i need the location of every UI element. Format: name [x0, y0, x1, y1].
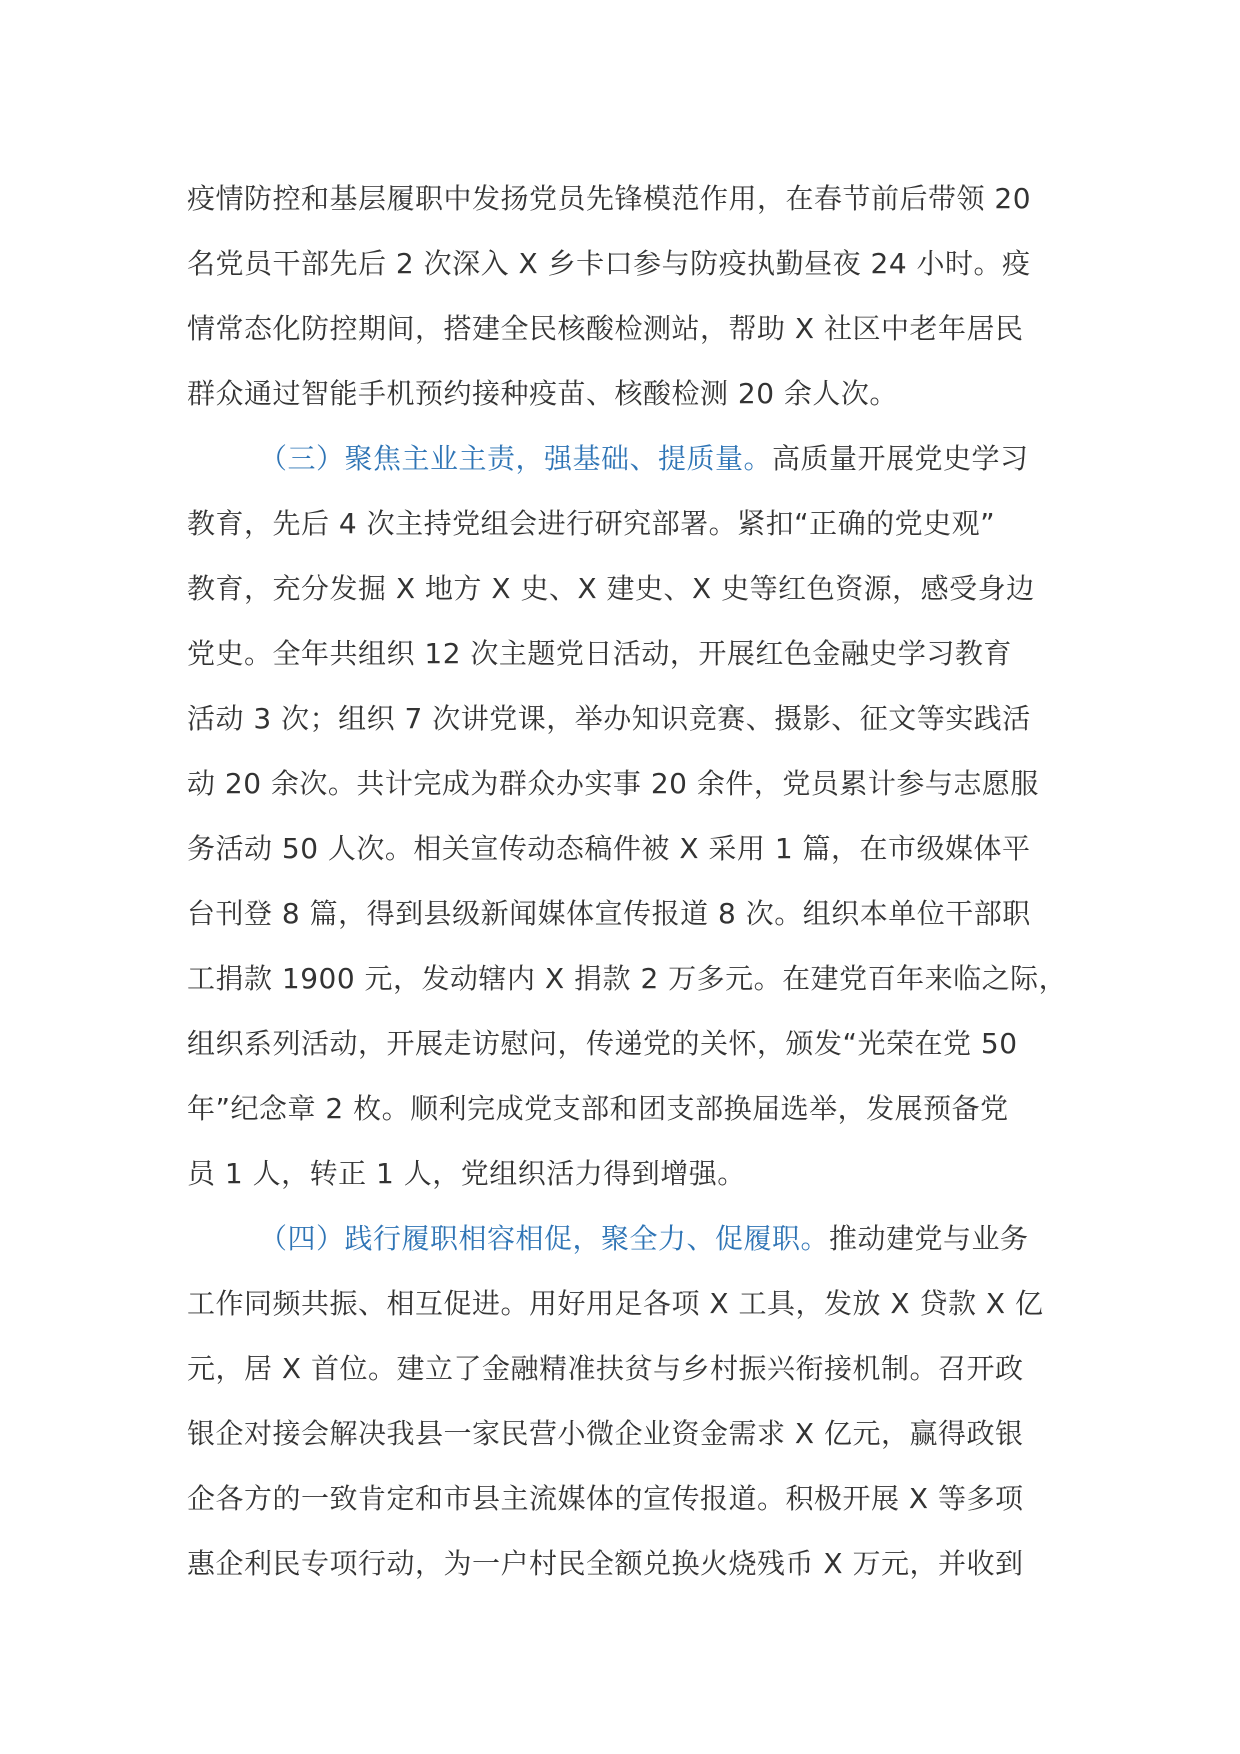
text-line: 务活动 50 人次。相关宣传动态稿件被 X 采用 1 篇，在市级媒体平: [187, 832, 1031, 865]
text-line: 银企对接会解决我县一家民营小微企业资金需求 X 亿元，赢得政银: [187, 1417, 1024, 1450]
text-line: 疫情防控和基层履职中发扬党员先锋模范作用，在春节前后带领 20: [187, 182, 1032, 215]
text-line: 活动 3 次；组织 7 次讲党课，举办知识竞赛、摄影、征文等实践活: [187, 702, 1031, 735]
document-body: [187, 166, 1068, 1596]
text-line: 组织系列活动，开展走访慰问，传递党的关怀，颁发“光荣在党 50: [187, 1027, 1018, 1060]
text-line: 元，居 X 首位。建立了金融精准扶贫与乡村振兴衔接机制。召开政: [187, 1352, 1024, 1385]
section-3-first-line: [187, 426, 1065, 491]
text-line: 年”纪念章 2 枚。顺利完成党支部和团支部换届选举，发展预备党: [187, 1092, 1009, 1125]
section-3-heading: （三）聚焦主业主责，强基础、提质量。: [259, 442, 773, 475]
text-line: 情常态化防控期间，搭建全民核酸检测站，帮助 X 社区中老年居民: [187, 312, 1024, 345]
section-4-heading: （四）践行履职相容相促，聚全力、促履职。: [259, 1222, 830, 1255]
text-line: 教育，充分发掘 X 地方 X 史、X 建史、X 史等红色资源，感受身边: [187, 572, 1035, 605]
section-3-first-line-text: 高质量开展党史学习: [772, 442, 1029, 475]
text-line: 党史。全年共组织 12 次主题党日活动，开展红色金融史学习教育: [187, 637, 1012, 670]
paragraph-section-3: [187, 426, 1068, 1206]
text-line: 名党员干部先后 2 次深入 X 乡卡口参与防疫执勤昼夜 24 小时。疫: [187, 247, 1031, 280]
paragraph-epidemic-work: [187, 166, 1065, 426]
text-line: 教育，先后 4 次主持党组会进行研究部署。紧扣“正确的党史观”: [187, 507, 996, 540]
text-line: 企各方的一致肯定和市县主流媒体的宣传报道。积极开展 X 等多项: [187, 1482, 1024, 1515]
text-line: 台刊登 8 篇，得到县级新闻媒体宣传报道 8 次。组织本单位干部职: [187, 897, 1031, 930]
text-line: 工捐款 1900 元，发动辖内 X 捐款 2 万多元。在建党百年来临之际，: [187, 962, 1068, 995]
section-4-first-line: [187, 1206, 1065, 1271]
text-line: 动 20 余次。共计完成为群众办实事 20 余件，党员累计参与志愿服: [187, 767, 1039, 800]
text-line: 群众通过智能手机预约接种疫苗、核酸检测 20 余人次。: [187, 377, 898, 410]
text-line: 员 1 人，转正 1 人，党组织活力得到增强。: [187, 1157, 746, 1190]
text-line: 工作同频共振、相互促进。用好用足各项 X 工具，发放 X 贷款 X 亿: [187, 1287, 1044, 1320]
text-line: 惠企利民专项行动，为一户村民全额兑换火烧残币 X 万元，并收到: [187, 1547, 1024, 1580]
paragraph-section-4: [187, 1206, 1065, 1596]
section-4-first-line-text: 推动建党与业务: [829, 1222, 1029, 1255]
